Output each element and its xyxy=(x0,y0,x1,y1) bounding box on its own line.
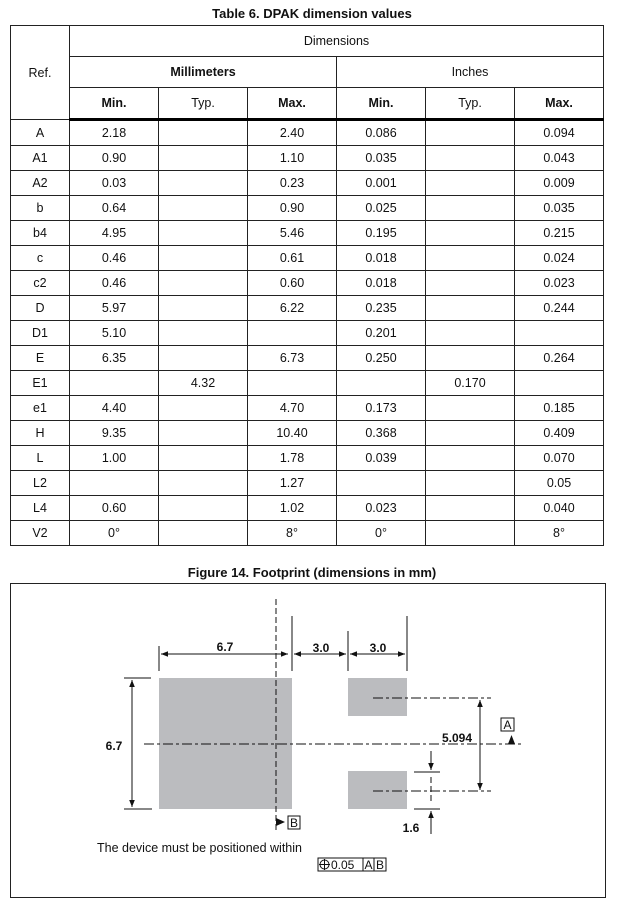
value-cell: 4.95 xyxy=(70,221,159,246)
table-row xyxy=(11,221,604,246)
ref-cell: D1 xyxy=(11,321,70,346)
table-title: Table 6. DPAK dimension values xyxy=(212,6,412,21)
value-cell: 0.235 xyxy=(337,296,426,321)
value-cell xyxy=(426,271,515,296)
value-cell: 1.27 xyxy=(248,471,337,496)
ref-cell: L xyxy=(11,446,70,471)
value-cell: 0° xyxy=(70,521,159,546)
value-cell: 0.64 xyxy=(70,196,159,221)
small-pad-bottom xyxy=(348,771,407,809)
value-cell xyxy=(70,471,159,496)
value-cell xyxy=(159,446,248,471)
value-cell xyxy=(426,471,515,496)
value-cell: 0.170 xyxy=(426,371,515,396)
value-cell: 0.039 xyxy=(337,446,426,471)
value-cell: 0.018 xyxy=(337,271,426,296)
value-cell: 0.185 xyxy=(515,396,604,421)
value-cell: 0° xyxy=(337,521,426,546)
value-cell: 0.368 xyxy=(337,421,426,446)
value-cell: 5.10 xyxy=(70,321,159,346)
value-cell: 2.18 xyxy=(70,120,159,146)
table-row xyxy=(11,521,604,546)
value-cell: 0.094 xyxy=(515,120,604,146)
value-cell: 4.40 xyxy=(70,396,159,421)
value-cell: 0.60 xyxy=(70,496,159,521)
value-cell xyxy=(159,221,248,246)
ref-cell: L2 xyxy=(11,471,70,496)
col-header-typ: Typ. xyxy=(426,88,515,120)
table-row xyxy=(11,396,604,421)
value-cell: 1.78 xyxy=(248,446,337,471)
ref-cell: E xyxy=(11,346,70,371)
value-cell: 10.40 xyxy=(248,421,337,446)
value-cell: 0.215 xyxy=(515,221,604,246)
table-row xyxy=(11,321,604,346)
value-cell: 0.009 xyxy=(515,171,604,196)
ref-cell: A1 xyxy=(11,146,70,171)
value-cell: 0.264 xyxy=(515,346,604,371)
datum-a-label: A xyxy=(503,718,512,732)
value-cell xyxy=(159,321,248,346)
millimeters-header: Millimeters xyxy=(70,57,337,88)
value-cell xyxy=(159,196,248,221)
value-cell xyxy=(426,496,515,521)
tolerance-value: 0.05 xyxy=(331,858,355,872)
value-cell: 6.22 xyxy=(248,296,337,321)
table-row xyxy=(11,446,604,471)
value-cell xyxy=(159,246,248,271)
figure-title: Figure 14. Footprint (dimensions in mm) xyxy=(187,565,437,580)
ref-cell: c xyxy=(11,246,70,271)
datum-a-triangle xyxy=(508,735,515,744)
col-header-min: Min. xyxy=(70,88,159,120)
value-cell: 0.035 xyxy=(515,196,604,221)
value-cell xyxy=(515,321,604,346)
datum-b-label: B xyxy=(289,816,299,830)
value-cell: 0.90 xyxy=(248,196,337,221)
tolerance-ref-b: B xyxy=(375,858,385,872)
value-cell: 1.02 xyxy=(248,496,337,521)
value-cell: 6.73 xyxy=(248,346,337,371)
value-cell: 5.97 xyxy=(70,296,159,321)
ref-cell: E1 xyxy=(11,371,70,396)
value-cell xyxy=(426,321,515,346)
value-cell xyxy=(70,371,159,396)
value-cell: 0.90 xyxy=(70,146,159,171)
ref-cell: b xyxy=(11,196,70,221)
value-cell xyxy=(159,346,248,371)
value-cell: 0.46 xyxy=(70,271,159,296)
value-cell: 0.61 xyxy=(248,246,337,271)
value-cell: 0.023 xyxy=(337,496,426,521)
value-cell xyxy=(159,171,248,196)
table-row xyxy=(11,196,604,221)
value-cell xyxy=(515,371,604,396)
value-cell: 2.40 xyxy=(248,120,337,146)
dim-large-width: 6.7 xyxy=(216,640,234,654)
value-cell xyxy=(159,120,248,146)
value-cell: 0.070 xyxy=(515,446,604,471)
value-cell: 0.024 xyxy=(515,246,604,271)
table-row xyxy=(11,421,604,446)
ref-header: Ref. xyxy=(11,26,70,120)
table-row xyxy=(11,471,604,496)
value-cell: 6.35 xyxy=(70,346,159,371)
value-cell xyxy=(426,146,515,171)
table-row xyxy=(11,120,604,146)
value-cell: 0.025 xyxy=(337,196,426,221)
value-cell: 8° xyxy=(248,521,337,546)
dim-small-width: 3.0 xyxy=(369,641,387,655)
dim-height: 6.7 xyxy=(105,739,123,753)
value-cell: 0.05 xyxy=(515,471,604,496)
dim-pitch: 5.094 xyxy=(441,731,473,745)
value-cell xyxy=(159,496,248,521)
value-cell: 0.023 xyxy=(515,271,604,296)
value-cell: 0.035 xyxy=(337,146,426,171)
value-cell: 0.250 xyxy=(337,346,426,371)
value-cell: 0.195 xyxy=(337,221,426,246)
tolerance-ref-a: A xyxy=(364,858,373,872)
value-cell xyxy=(426,196,515,221)
footprint-drawing xyxy=(11,584,605,897)
value-cell: 0.201 xyxy=(337,321,426,346)
small-pad-top xyxy=(348,678,407,716)
datum-b-triangle xyxy=(276,818,285,826)
ref-cell: H xyxy=(11,421,70,446)
value-cell xyxy=(159,396,248,421)
value-cell xyxy=(159,421,248,446)
value-cell xyxy=(426,521,515,546)
value-cell: 1.00 xyxy=(70,446,159,471)
value-cell xyxy=(426,421,515,446)
value-cell: 4.70 xyxy=(248,396,337,421)
col-header-max: Max. xyxy=(515,88,604,120)
table-row xyxy=(11,296,604,321)
ref-cell: V2 xyxy=(11,521,70,546)
value-cell: 0.60 xyxy=(248,271,337,296)
value-cell xyxy=(159,271,248,296)
ref-cell: L4 xyxy=(11,496,70,521)
value-cell xyxy=(426,346,515,371)
ref-cell: A2 xyxy=(11,171,70,196)
dim-gap: 3.0 xyxy=(312,641,330,655)
value-cell: 4.32 xyxy=(159,371,248,396)
value-cell: 0.173 xyxy=(337,396,426,421)
value-cell: 5.46 xyxy=(248,221,337,246)
ref-cell: A xyxy=(11,120,70,146)
value-cell xyxy=(426,120,515,146)
value-cell xyxy=(426,221,515,246)
dimension-table xyxy=(10,25,604,546)
value-cell xyxy=(426,396,515,421)
value-cell xyxy=(248,371,337,396)
value-cell: 0.409 xyxy=(515,421,604,446)
value-cell: 0.018 xyxy=(337,246,426,271)
value-cell: 0.23 xyxy=(248,171,337,196)
value-cell xyxy=(426,296,515,321)
dim-pad-height: 1.6 xyxy=(402,821,420,835)
value-cell xyxy=(337,471,426,496)
inches-header: Inches xyxy=(337,57,604,88)
value-cell: 9.35 xyxy=(70,421,159,446)
value-cell xyxy=(426,446,515,471)
table-row xyxy=(11,371,604,396)
ref-cell: e1 xyxy=(11,396,70,421)
value-cell xyxy=(337,371,426,396)
value-cell: 0.086 xyxy=(337,120,426,146)
value-cell: 8° xyxy=(515,521,604,546)
value-cell xyxy=(159,521,248,546)
value-cell xyxy=(159,296,248,321)
value-cell: 0.001 xyxy=(337,171,426,196)
value-cell: 0.040 xyxy=(515,496,604,521)
positioning-note: The device must be positioned within xyxy=(97,841,302,855)
value-cell xyxy=(426,171,515,196)
value-cell: 1.10 xyxy=(248,146,337,171)
footprint-figure xyxy=(10,583,606,898)
col-header-typ: Typ. xyxy=(159,88,248,120)
value-cell: 0.043 xyxy=(515,146,604,171)
table-row xyxy=(11,146,604,171)
table-row xyxy=(11,271,604,296)
value-cell: 0.46 xyxy=(70,246,159,271)
col-header-min: Min. xyxy=(337,88,426,120)
dimensions-header: Dimensions xyxy=(70,26,604,57)
table-row xyxy=(11,246,604,271)
ref-cell: c2 xyxy=(11,271,70,296)
value-cell xyxy=(426,246,515,271)
ref-cell: b4 xyxy=(11,221,70,246)
value-cell: 0.244 xyxy=(515,296,604,321)
table-row xyxy=(11,496,604,521)
value-cell: 0.03 xyxy=(70,171,159,196)
ref-cell: D xyxy=(11,296,70,321)
table-row xyxy=(11,346,604,371)
table-row xyxy=(11,171,604,196)
value-cell xyxy=(159,471,248,496)
value-cell xyxy=(248,321,337,346)
value-cell xyxy=(159,146,248,171)
col-header-max: Max. xyxy=(248,88,337,120)
